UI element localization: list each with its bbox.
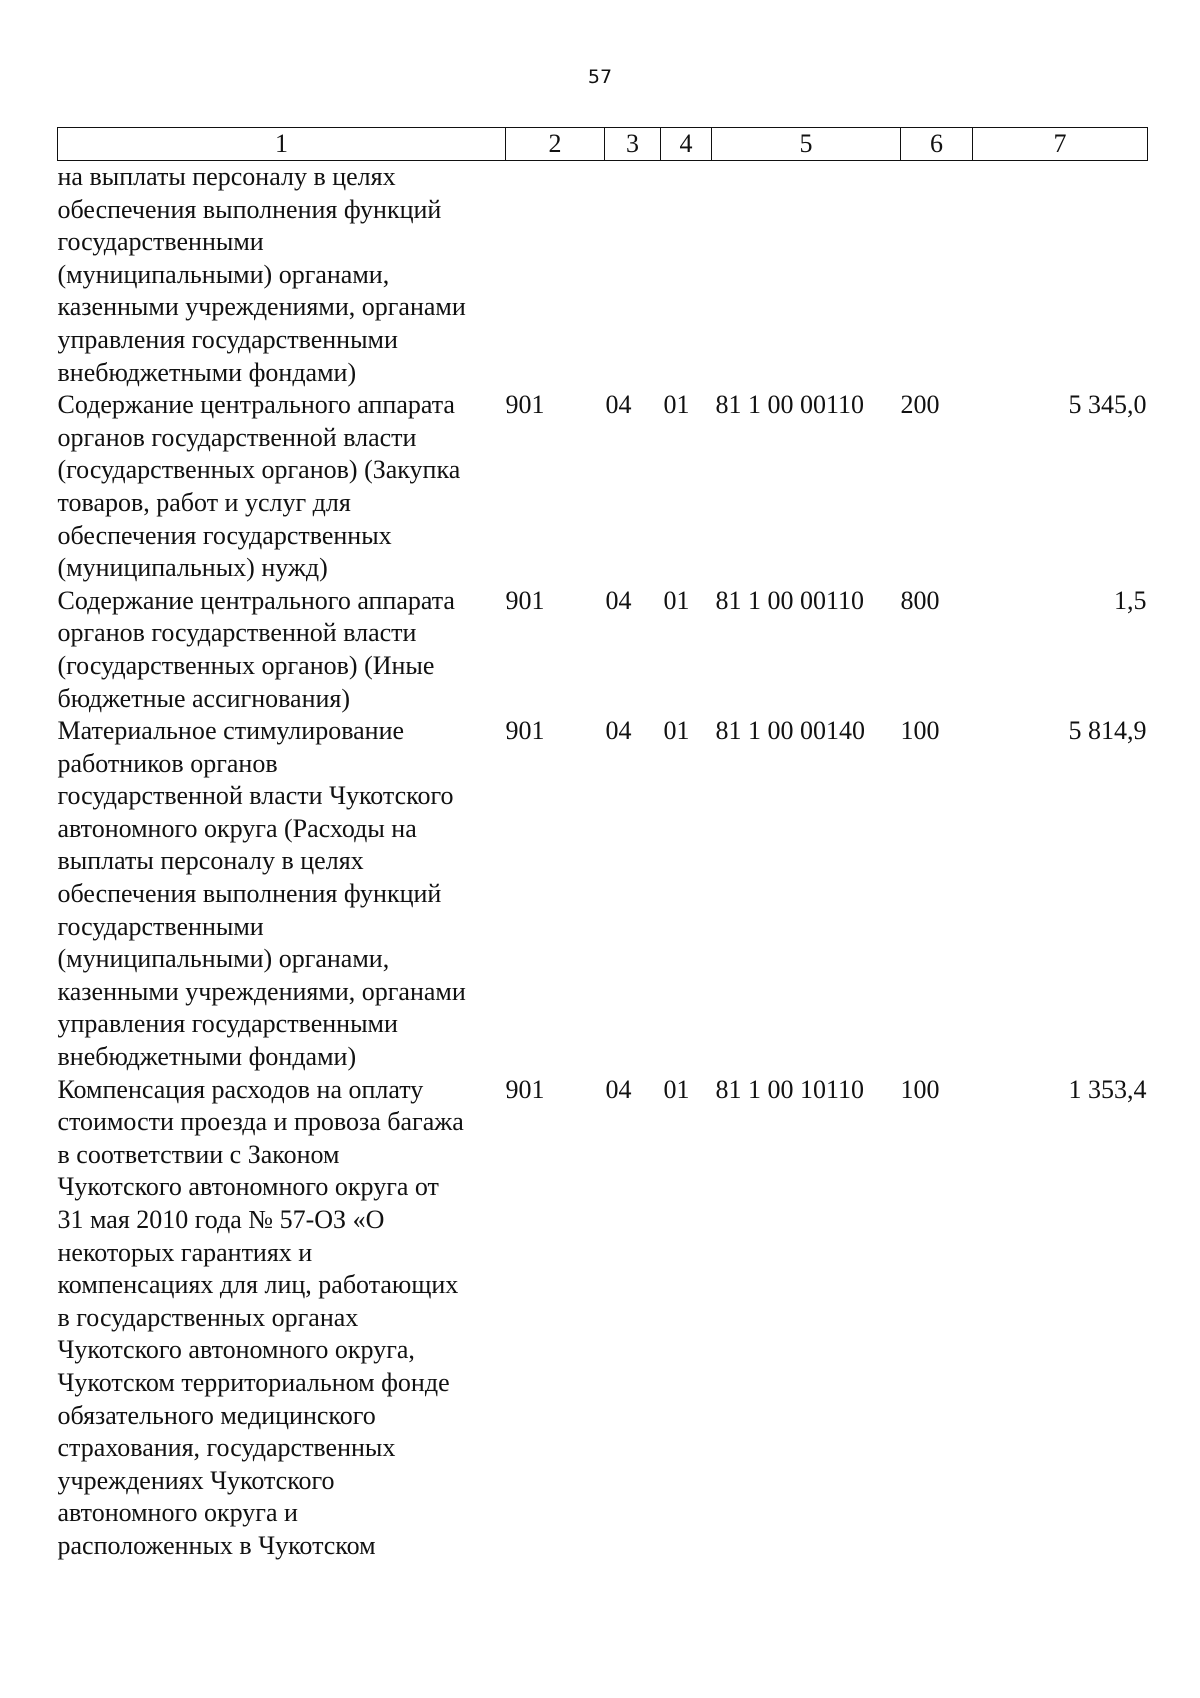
description-line: 31 мая 2010 года № 57-ОЗ «О [57, 1205, 385, 1234]
description-line: обеспечения выполнения функций [57, 879, 442, 909]
row-description [58, 389, 506, 585]
description-line: органов государственной власти [57, 618, 417, 648]
description-line: страхования, государственных [57, 1433, 396, 1463]
grbs-code [506, 161, 605, 390]
page-number: 57 [587, 66, 613, 88]
description-line: стоимости проезда и провоза багажа [57, 1107, 464, 1137]
description-line: автономного округа и [57, 1498, 298, 1528]
table-header-row [58, 128, 1148, 161]
table-row [58, 585, 1148, 715]
description-line: (муниципальными) органами, [57, 259, 390, 289]
subsection-code: 01 [663, 1074, 690, 1104]
subsection-code: 01 [663, 585, 690, 615]
description-line: в государственных органах [57, 1302, 359, 1332]
description-line: управления государственными [57, 1009, 398, 1039]
budget-table [57, 127, 1148, 1563]
amount-value: 5 814,9 [1068, 716, 1147, 746]
description-line: выплаты персоналу в целях [57, 846, 364, 876]
description-line: бюджетные ассигнования) [57, 683, 351, 713]
grbs-code: 901 [505, 1074, 545, 1104]
section-code [605, 161, 661, 390]
description-line: внебюджетными фондами) [57, 357, 357, 387]
section-code: 04 [605, 1074, 632, 1104]
table-row [58, 161, 1148, 390]
expense-type-code: 800 [900, 585, 940, 615]
header-col-5: 5 [712, 128, 901, 161]
header-col-3: 3 [605, 128, 661, 161]
table-row [58, 1074, 1148, 1563]
description-line: Компенсация расходов на оплату [57, 1074, 424, 1104]
description-line: государственными [57, 227, 264, 257]
target-article-code: 81 1 00 10110 [715, 1074, 865, 1104]
grbs-code: 901 [505, 585, 545, 615]
header-col-2: 2 [506, 128, 605, 161]
expense-type-code: 200 [900, 390, 940, 420]
section-code: 04 [605, 390, 632, 420]
row-description [58, 161, 506, 390]
table-row [58, 389, 1148, 585]
amount-value: 1 353,4 [1068, 1074, 1147, 1104]
expense-type-code: 100 [900, 1074, 940, 1104]
description-line: в соответствии с Законом [57, 1139, 340, 1169]
amount-value [973, 161, 1148, 390]
row-description [58, 585, 506, 715]
description-line: некоторых гарантиях и [57, 1237, 313, 1267]
target-article-code [712, 161, 901, 390]
description-line: Чукотском территориальном фонде [57, 1367, 450, 1397]
description-line: казенными учреждениями, органами [57, 292, 466, 322]
description-line: расположенных в Чукотском [57, 1530, 376, 1560]
description-line: компенсациях для лиц, работающих [57, 1270, 459, 1300]
table-body [58, 161, 1148, 1563]
description-line: автономного округа (Расходы на [57, 813, 417, 843]
header-col-1: 1 [58, 128, 506, 161]
description-line: (муниципальных) нужд) [57, 553, 328, 583]
description-line: (муниципальными) органами, [57, 944, 390, 974]
subsection-code: 01 [663, 716, 690, 746]
amount-value: 1,5 [1114, 585, 1147, 615]
description-line: работников органов [57, 748, 278, 778]
row-description [58, 1074, 506, 1563]
target-article-code: 81 1 00 00140 [715, 716, 865, 746]
expense-type-code: 100 [900, 716, 940, 746]
description-line: учреждениях Чукотского [57, 1465, 335, 1495]
description-line: Содержание центрального аппарата [57, 585, 455, 615]
target-article-code: 81 1 00 00110 [715, 390, 865, 420]
row-description [58, 715, 506, 1074]
section-code: 04 [605, 716, 632, 746]
description-line: государственными [57, 911, 264, 941]
grbs-code: 901 [505, 716, 545, 746]
description-line: Чукотского автономного округа, [57, 1335, 415, 1365]
description-line: обязательного медицинского [57, 1400, 376, 1430]
subsection-code: 01 [663, 390, 690, 420]
description-line: обеспечения выполнения функций [57, 194, 442, 224]
description-line: казенными учреждениями, органами [57, 976, 466, 1006]
header-col-7: 7 [973, 128, 1148, 161]
description-line: (государственных органов) (Иные [57, 650, 435, 680]
header-col-6: 6 [901, 128, 973, 161]
description-line: на выплаты персоналу в целях [57, 162, 396, 191]
section-code: 04 [605, 585, 632, 615]
description-line: (государственных органов) (Закупка [57, 455, 461, 485]
description-line: Содержание центрального аппарата [57, 390, 455, 420]
description-line: Материальное стимулирование [57, 716, 405, 746]
subsection-code [661, 161, 712, 390]
expense-type-code [901, 161, 973, 390]
header-col-4: 4 [661, 128, 712, 161]
description-line: Чукотского автономного округа от [57, 1172, 439, 1202]
description-line: государственной власти Чукотского [57, 781, 454, 811]
amount-value: 5 345,0 [1068, 390, 1147, 420]
description-line: управления государственными [57, 324, 398, 354]
target-article-code: 81 1 00 00110 [715, 585, 865, 615]
table-row [58, 715, 1148, 1074]
description-line: товаров, работ и услуг для [57, 487, 351, 517]
description-line: обеспечения государственных [57, 520, 392, 550]
description-line: внебюджетными фондами) [57, 1042, 357, 1072]
grbs-code: 901 [505, 390, 545, 420]
description-line: органов государственной власти [57, 422, 417, 452]
